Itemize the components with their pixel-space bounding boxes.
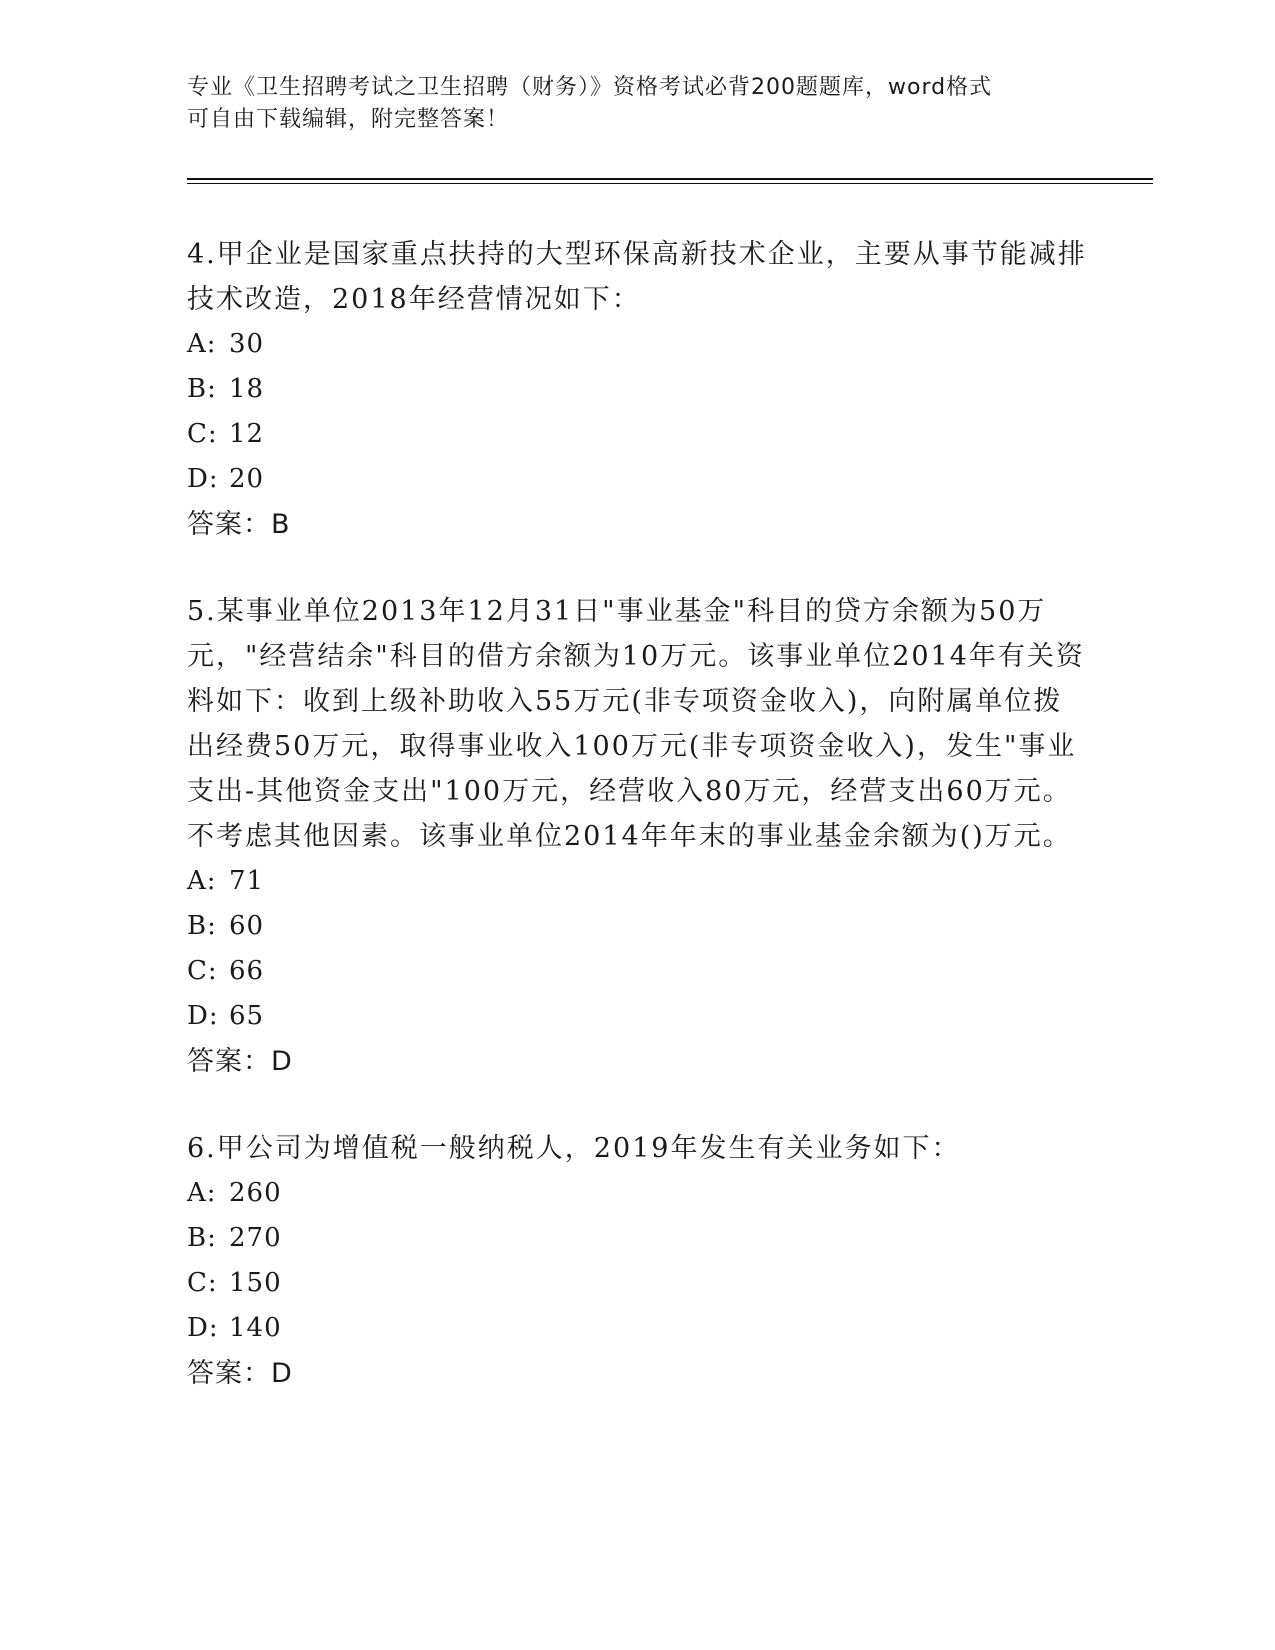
option-d [187, 1306, 1087, 1351]
header-divider-thick [187, 178, 1153, 180]
option-letter: A: [187, 1178, 217, 1208]
header-title-line-2: 可自由下载编辑，附完整答案！ [187, 107, 510, 132]
header-title-line-1: 专业《卫生招聘考试之卫生招聘（财务）》资格考试必背200题题库，word格式 [187, 75, 993, 100]
answer-value: B [271, 509, 291, 540]
answer-label: 答案： [187, 1046, 271, 1077]
option-letter: D: [187, 1313, 219, 1343]
option-value: 65 [229, 1001, 265, 1031]
question-stem: 5.某事业单位2013年12月31日"事业基金"科目的贷方余额为50万元，"经营结余"科目的借方余额为10万元。该事业单位2014年有关资料如下：收到上级补助收入55万元(非专项资金收入)，向附属单位拨出经费50万元，取得事业收入100万元(非专项资金收入)，发生"事业支出-其他资金支出"100万元，经营收入80万元，经营支出60万元。不考虑其他因素。该事业单位2014年年末的事业基金余额为()万元。 [187, 596, 1085, 852]
option-value: 20 [229, 464, 265, 494]
option-letter: B: [187, 374, 217, 404]
document-header [187, 72, 1067, 136]
option-letter: D: [187, 464, 219, 494]
option-letter: A: [187, 866, 217, 896]
option-b [187, 904, 1087, 949]
option-letter: C: [187, 419, 218, 449]
option-letter: B: [187, 911, 217, 941]
option-value: 30 [229, 329, 265, 359]
question-stem: 6.甲公司为增值税一般纳税人，2019年发生有关业务如下： [187, 1133, 961, 1164]
option-value: 150 [229, 1268, 282, 1298]
option-d [187, 457, 1087, 502]
option-c [187, 949, 1087, 994]
option-value: 12 [229, 419, 265, 449]
answer-line [187, 1039, 1087, 1084]
question-item [187, 589, 1087, 1084]
option-b [187, 367, 1087, 412]
option-value: 66 [229, 956, 265, 986]
answer-line [187, 502, 1087, 547]
question-item [187, 232, 1087, 547]
answer-line [187, 1351, 1087, 1396]
option-letter: C: [187, 1268, 218, 1298]
header-divider-thin [187, 183, 1153, 184]
option-a [187, 322, 1087, 367]
option-letter: C: [187, 956, 218, 986]
option-d [187, 994, 1087, 1039]
option-letter: D: [187, 1001, 219, 1031]
option-letter: B: [187, 1223, 217, 1253]
option-c [187, 1261, 1087, 1306]
option-value: 60 [229, 911, 265, 941]
option-value: 71 [229, 866, 265, 896]
question-list [187, 232, 1087, 1396]
option-a [187, 859, 1087, 904]
option-letter: A: [187, 329, 217, 359]
option-value: 260 [229, 1178, 282, 1208]
answer-value: D [271, 1046, 293, 1077]
answer-label: 答案： [187, 509, 271, 540]
question-item [187, 1126, 1087, 1396]
option-value: 18 [229, 374, 265, 404]
option-value: 140 [229, 1313, 282, 1343]
answer-label: 答案： [187, 1358, 271, 1389]
question-stem: 4.甲企业是国家重点扶持的大型环保高新技术企业，主要从事节能减排技术改造，2018年经营情况如下： [187, 239, 1087, 315]
answer-value: D [271, 1358, 293, 1389]
option-b [187, 1216, 1087, 1261]
option-a [187, 1171, 1087, 1216]
option-value: 270 [229, 1223, 282, 1253]
option-c [187, 412, 1087, 457]
